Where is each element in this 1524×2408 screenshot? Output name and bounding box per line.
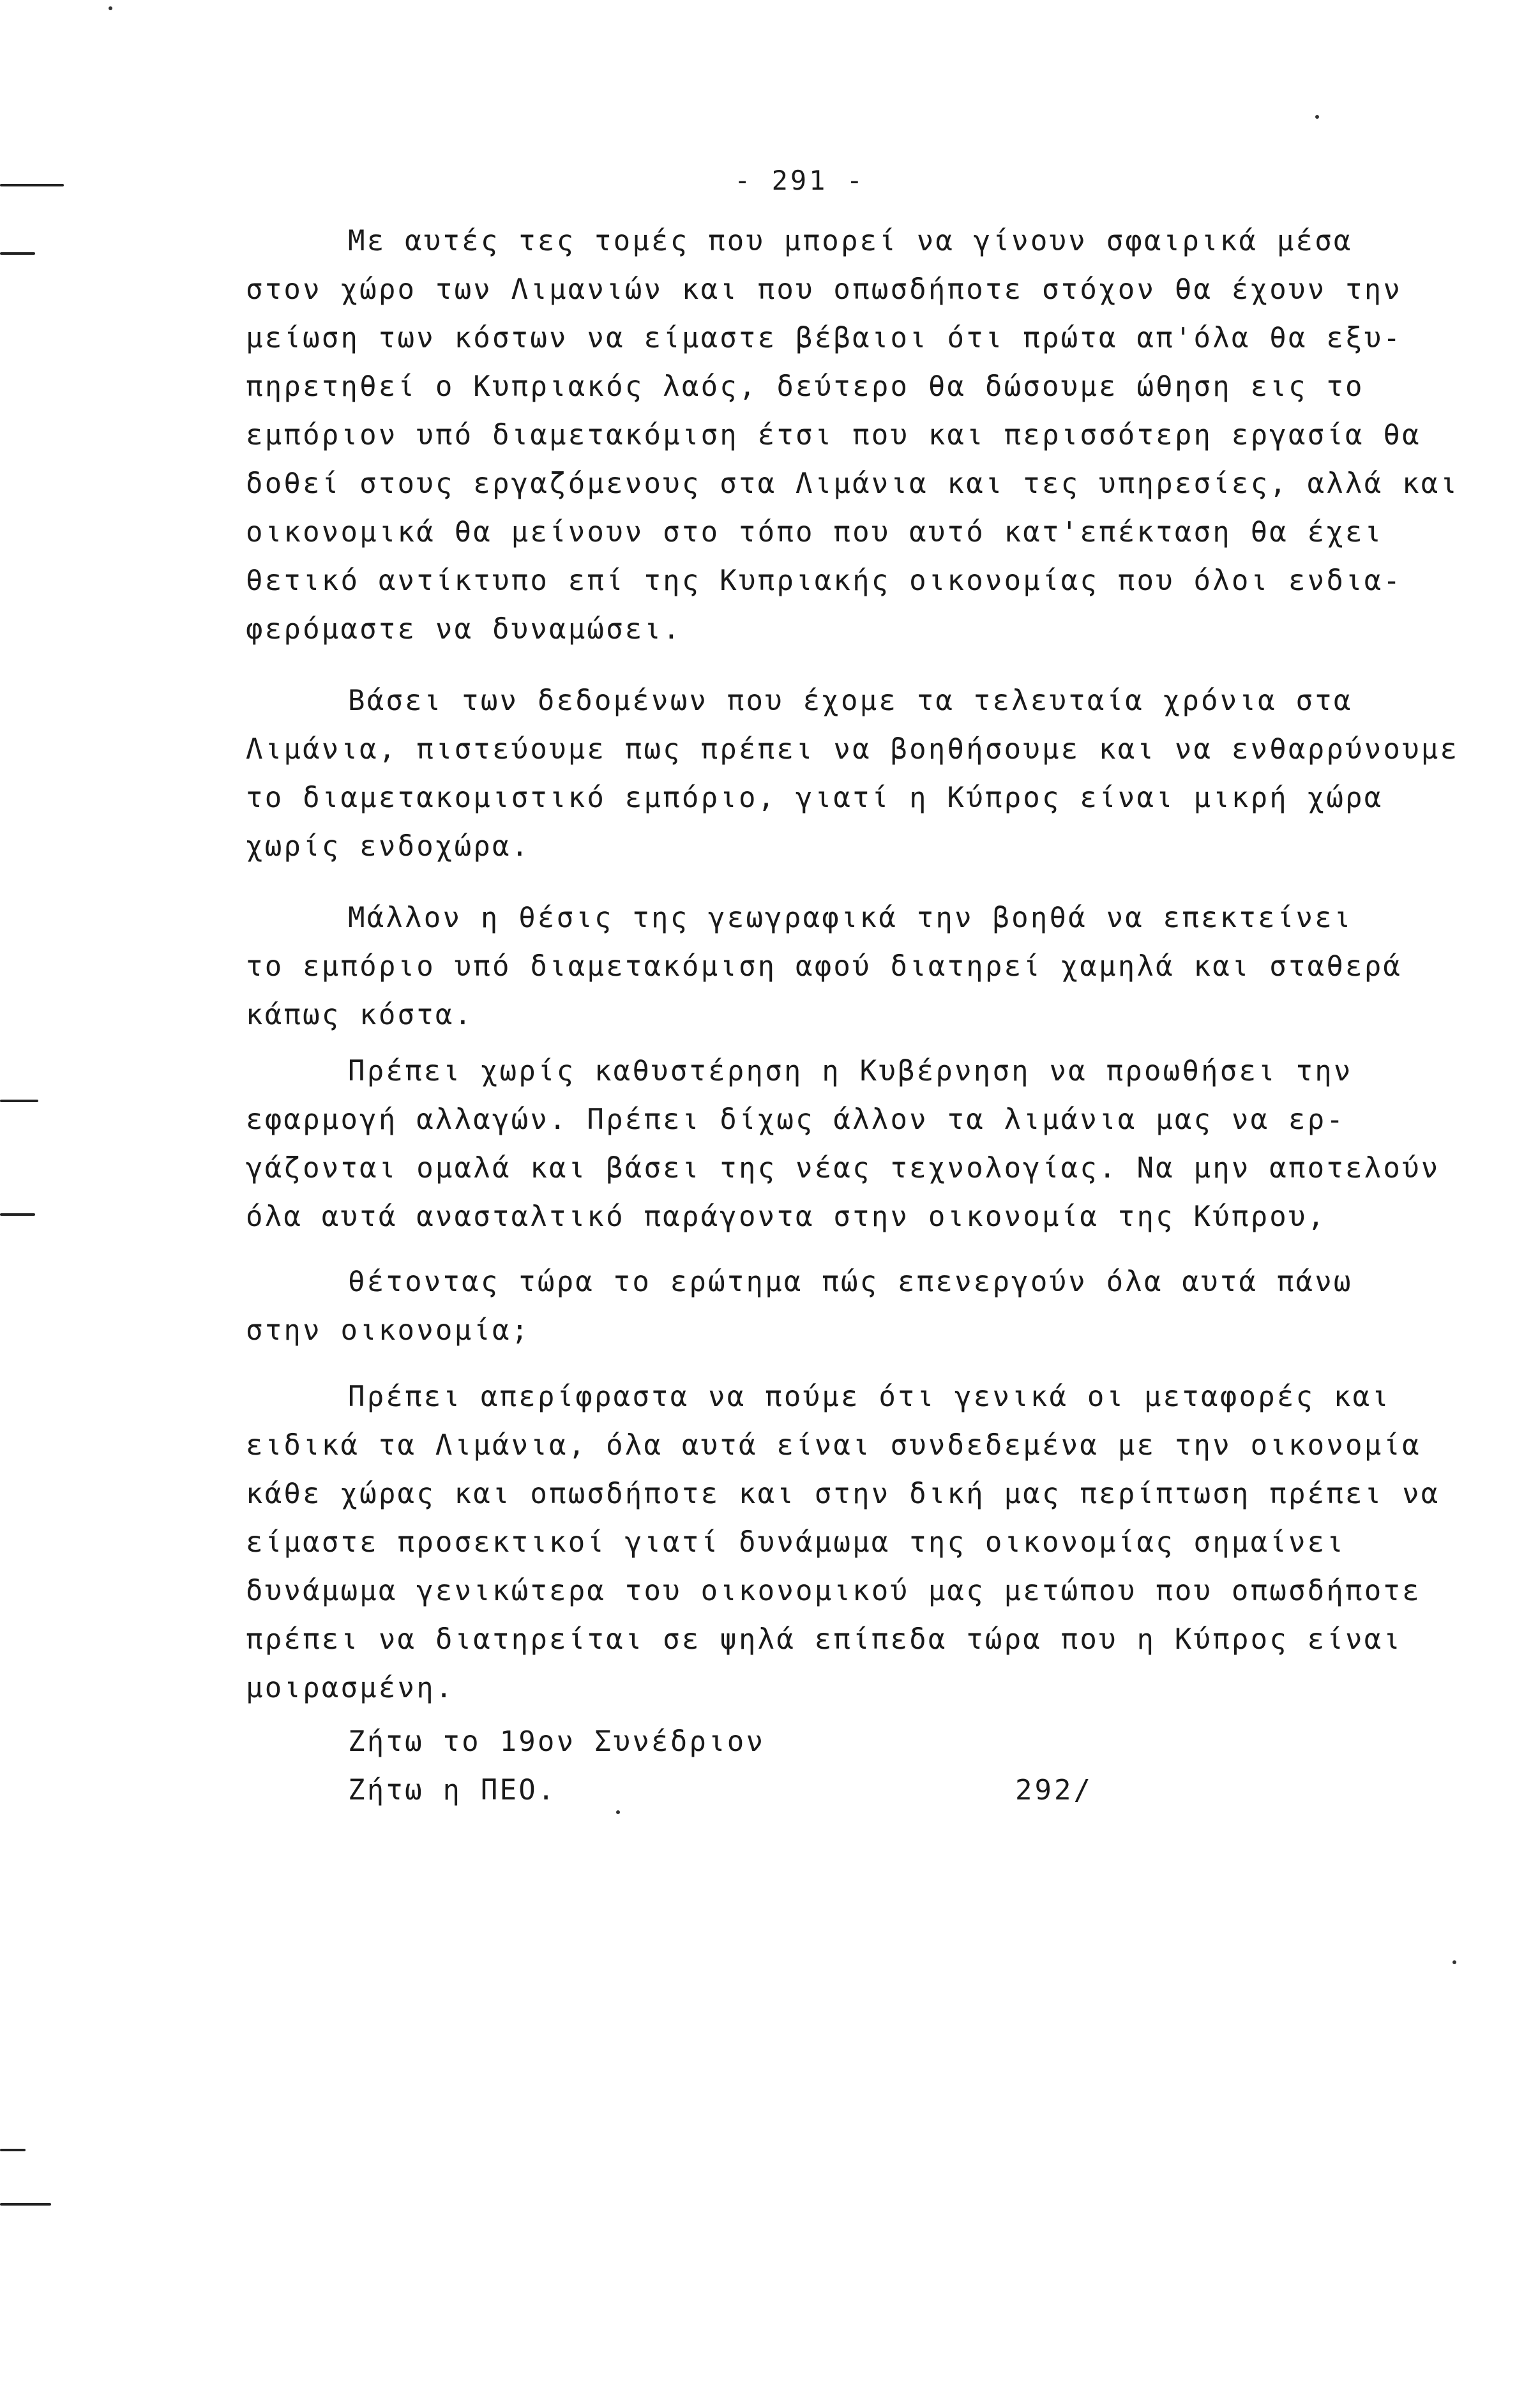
text-line: δοθεί στους εργαζόμενους στα Λιμάνια και τες υπηρεσίες, αλλά και [246, 467, 1460, 500]
text-line: Πρέπει χωρίς καθυστέρηση η Κυβέρνηση να προωθήσει την [348, 1055, 1353, 1087]
closing-line: Ζήτω το 19ον Συνέδριον [348, 1725, 766, 1758]
text-line: πρέπει να διατηρείται σε ψηλά επίπεδα τώρα που η Κύπρος είναι [246, 1623, 1403, 1656]
text-line: οικονομικά θα μείνουν στο τόπο που αυτό κατ'επέκταση θα έχει [246, 516, 1384, 549]
scan-speck [1452, 1960, 1456, 1964]
text-line: εμπόριον υπό διαμετακόμιση έτσι που και περισσότερη εργασία θα [246, 419, 1421, 451]
next-page-marker: 292/ [1015, 1774, 1093, 1806]
text-line: Λιμάνια, πιστεύουμε πως πρέπει να βοηθήσουμε και να ενθαρρύνουμε [246, 733, 1460, 766]
text-line: πηρετηθεί ο Κυπριακός λαός, δεύτερο θα δώσουμε ώθηση εις το [246, 370, 1364, 403]
text-line: το διαμετακομιστικό εμπόριο, γιατί η Κύπρος είναι μικρή χώρα [246, 782, 1384, 814]
paragraph-6 [246, 1373, 1459, 1713]
text-line: μείωση των κόστων να είμαστε βέβαιοι ότι πρώτα απ'όλα θα εξυ- [246, 322, 1403, 354]
page-number: - 291 - [734, 165, 866, 196]
text-line: εφαρμογή αλλαγών. Πρέπει δίχως άλλον τα λιμάνια μας να ερ- [246, 1103, 1346, 1136]
text-line: στον χώρο των Λιμανιών και που οπωσδήποτε στόχον θα έχουν την [246, 273, 1403, 306]
scan-mark [0, 1213, 35, 1216]
text-line: είμαστε προσεκτικοί γιατί δυνάμωμα της οικονομίας σημαίνει [246, 1526, 1346, 1559]
closing-salutation [348, 1718, 765, 1815]
text-line: κάθε χώρας και οπωσδήποτε και στην δική μας περίπτωση πρέπει να [246, 1478, 1440, 1510]
text-line: θέτοντας τώρα το ερώτημα πώς επενεργούν όλα αυτά πάνω [348, 1266, 1353, 1298]
paragraph-3 [246, 894, 1459, 1040]
scan-speck [1315, 115, 1319, 119]
text-line: Πρέπει απερίφραστα να πούμε ότι γενικά οι μεταφορές και [348, 1381, 1391, 1413]
scan-mark [0, 184, 64, 186]
text-line: γάζονται ομαλά και βάσει της νέας τεχνολογίας. Να μην αποτελούν [246, 1152, 1440, 1185]
text-line: φερόμαστε να δυναμώσει. [246, 613, 682, 646]
text-line: στην οικονομία; [246, 1314, 531, 1347]
paragraph-1 [246, 217, 1459, 654]
scan-speck [109, 6, 112, 10]
text-line: Μάλλον η θέσις της γεωγραφικά την βοηθά να επεκτείνει [348, 902, 1353, 934]
scan-mark [0, 2203, 51, 2206]
paragraph-5 [246, 1258, 1459, 1355]
text-line: ειδικά τα Λιμάνια, όλα αυτά είναι συνδεδεμένα με την οικονομία [246, 1429, 1421, 1462]
paragraph-4 [246, 1047, 1459, 1241]
text-line: Με αυτές τες τομές που μπορεί να γίνουν σφαιρικά μέσα [348, 225, 1353, 257]
text-line: θετικό αντίκτυπο επί της Κυπριακής οικονομίας που όλοι ενδια- [246, 564, 1403, 597]
text-line: κάπως κόστα. [246, 999, 474, 1031]
scan-speck [616, 1810, 620, 1814]
scan-mark [0, 1100, 38, 1102]
text-line: δυνάμωμα γενικώτερα του οικονομικού μας μετώπου που οπωσδήποτε [246, 1575, 1421, 1607]
text-line: όλα αυτά ανασταλτικό παράγοντα στην οικονομία της Κύπρου, [246, 1200, 1327, 1233]
scan-mark [0, 2149, 26, 2151]
scan-mark [0, 252, 35, 255]
text-line: το εμπόριο υπό διαμετακόμιση αφού διατηρεί χαμηλά και σταθερά [246, 950, 1403, 983]
text-line: Βάσει των δεδομένων που έχομε τα τελευταία χρόνια στα [348, 685, 1353, 717]
closing-line: Ζήτω η ΠΕΟ. [348, 1774, 557, 1806]
paragraph-2 [246, 677, 1459, 871]
text-line: χωρίς ενδοχώρα. [246, 830, 531, 863]
text-line: μοιρασμένη. [246, 1672, 455, 1704]
